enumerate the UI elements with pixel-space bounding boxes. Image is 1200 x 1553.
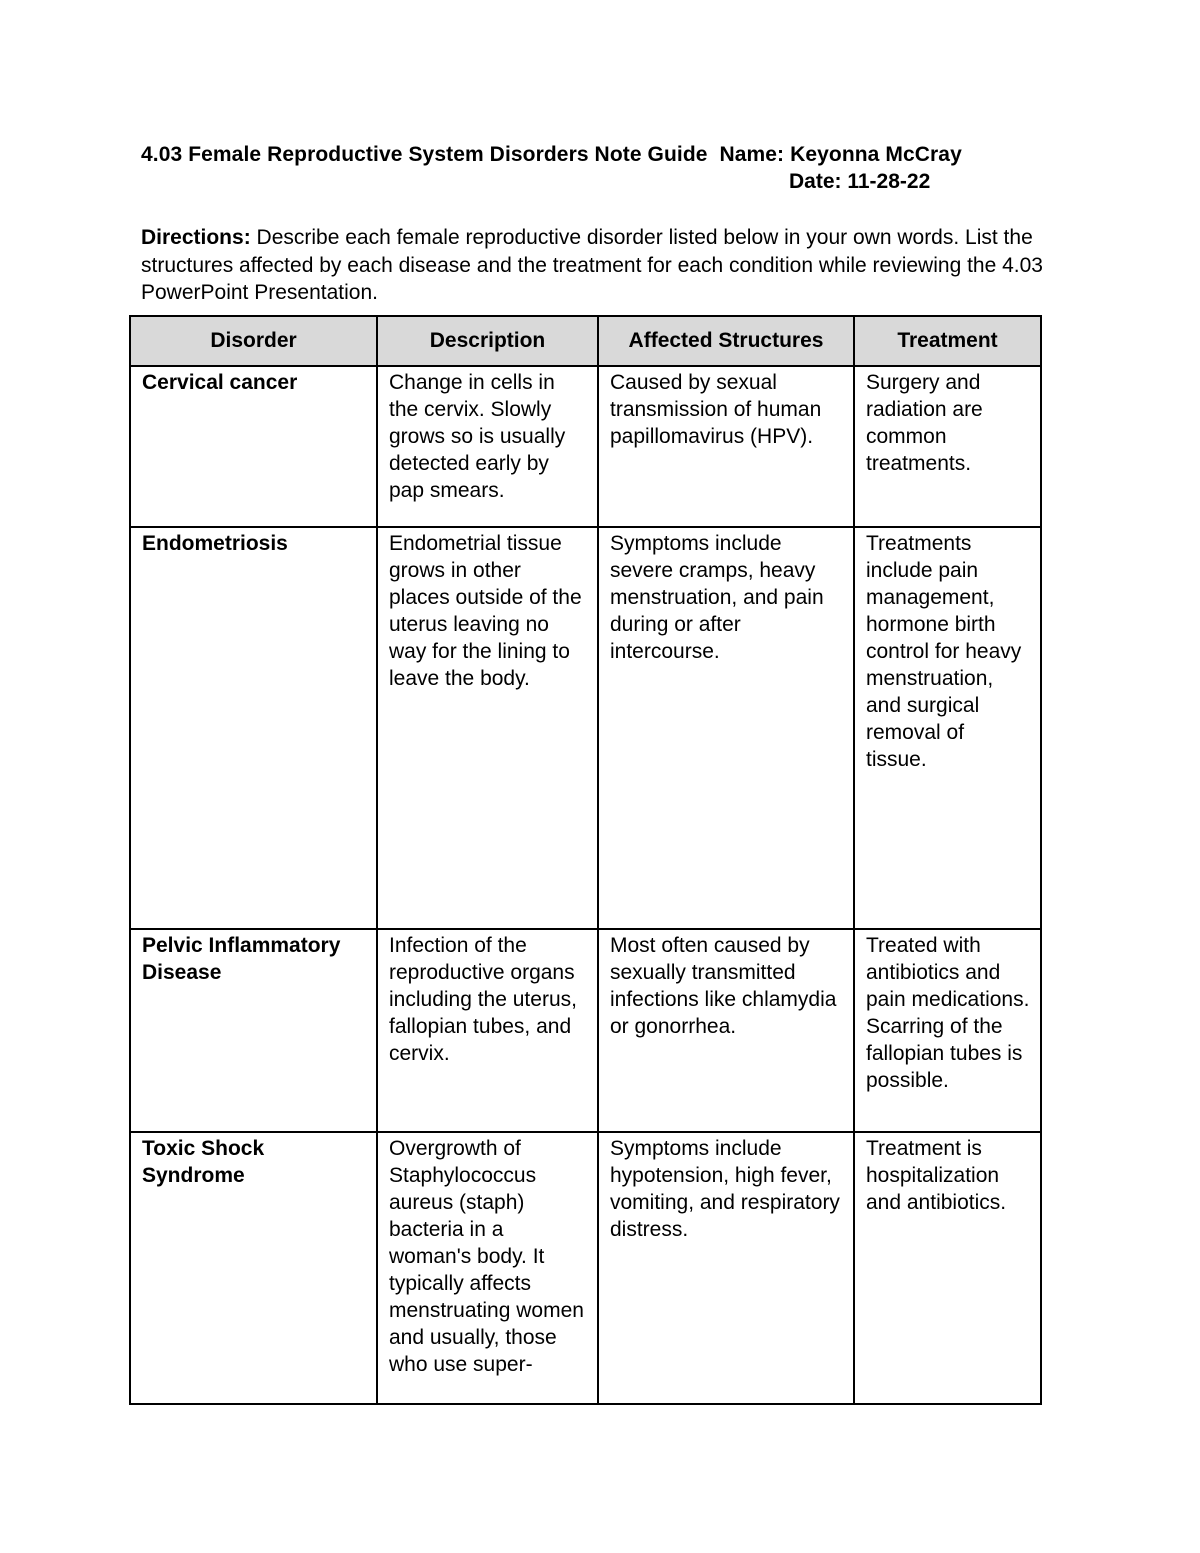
name-label: Name: bbox=[719, 143, 785, 166]
directions-label: Directions: bbox=[141, 226, 251, 249]
affected-structures-cell: Caused by sexual transmission of human papillomavirus (HPV). bbox=[598, 366, 854, 527]
date-label: Date: bbox=[789, 170, 842, 193]
treatment-cell: Treatment is hospitalization and antibiotics. bbox=[854, 1132, 1041, 1404]
affected-structures-cell: Symptoms include hypotension, high fever, vomiting, and respiratory distress. bbox=[598, 1132, 854, 1404]
disorder-cell: Toxic Shock Syndrome bbox=[130, 1132, 377, 1404]
disorder-cell: Cervical cancer bbox=[130, 366, 377, 527]
description-cell: Change in cells in the cervix. Slowly grows so is usually detected early by pap smears. bbox=[377, 366, 598, 527]
header-treatment: Treatment bbox=[854, 316, 1041, 366]
disorder-cell: Pelvic Inflammatory Disease bbox=[130, 929, 377, 1132]
header-affected-structures: Affected Structures bbox=[598, 316, 854, 366]
date-value: 11-28-22 bbox=[847, 170, 931, 193]
description-cell: Overgrowth of Staphylococcus aureus (staph) bacteria in a woman's body. It typically affects menstruating women and usually, those who use super- bbox=[377, 1132, 598, 1404]
table-row bbox=[130, 1132, 1041, 1404]
treatment-cell: Treated with antibiotics and pain medications. Scarring of the fallopian tubes is possible. bbox=[854, 929, 1041, 1132]
directions-paragraph bbox=[141, 224, 1081, 307]
disorder-cell: Endometriosis bbox=[130, 527, 377, 929]
header-disorder: Disorder bbox=[130, 316, 377, 366]
affected-structures-cell: Most often caused by sexually transmitted infections like chlamydia or gonorrhea. bbox=[598, 929, 854, 1132]
description-cell: Endometrial tissue grows in other places outside of the uterus leaving no way for the lining to leave the body. bbox=[377, 527, 598, 929]
date-line bbox=[789, 170, 930, 194]
directions-text: Describe each female reproductive disorder listed below in your own words. List the structures affected by each disease and the treatment for each condition while reviewing the 4.03 PowerPoint Presentation. bbox=[141, 226, 1043, 304]
description-cell: Infection of the reproductive organs including the uterus, fallopian tubes, and cervix. bbox=[377, 929, 598, 1132]
treatment-cell: Surgery and radiation are common treatments. bbox=[854, 366, 1041, 527]
treatment-cell: Treatments include pain management, hormone birth control for heavy menstruation, and surgical removal of tissue. bbox=[854, 527, 1041, 929]
table-row bbox=[130, 366, 1041, 527]
disorders-table bbox=[129, 315, 1042, 1405]
table-row bbox=[130, 929, 1041, 1132]
header-description: Description bbox=[377, 316, 598, 366]
heading-line bbox=[141, 143, 962, 167]
affected-structures-cell: Symptoms include severe cramps, heavy menstruation, and pain during or after intercourse. bbox=[598, 527, 854, 929]
table-header-row bbox=[130, 316, 1041, 366]
table-row bbox=[130, 527, 1041, 929]
student-name: Keyonna McCray bbox=[790, 143, 962, 166]
document-title: 4.03 Female Reproductive System Disorders Note Guide bbox=[141, 143, 708, 166]
